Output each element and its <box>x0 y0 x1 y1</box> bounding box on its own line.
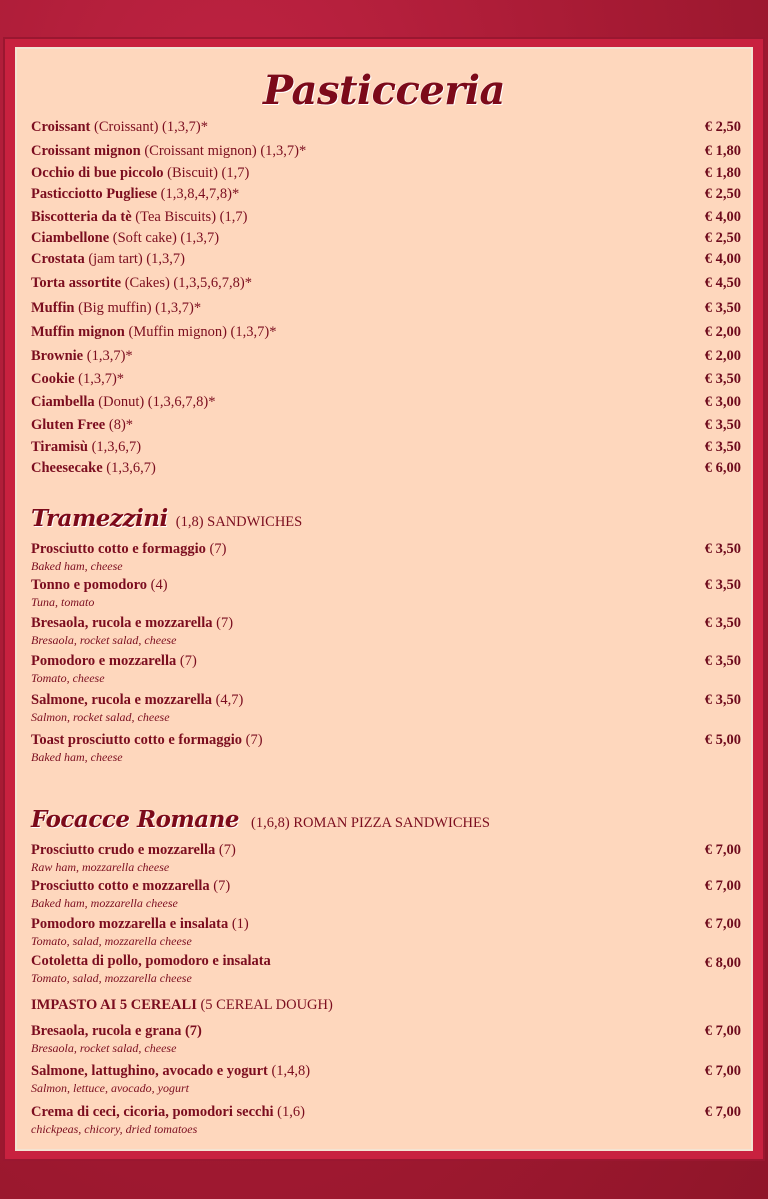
section-title: Focacce Romane <box>31 806 240 833</box>
menu-item <box>31 371 741 388</box>
item-name: Cotoletta di pollo, pomodoro e insalata <box>31 953 271 969</box>
item-description: Tomato, salad, mozzarella cheese <box>31 934 192 948</box>
item-description: Baked ham, cheese <box>31 559 123 573</box>
item-price: € 3,50 <box>704 577 741 593</box>
item-price: € 6,00 <box>704 460 741 476</box>
item-detail: (1,3,6,7) <box>102 460 156 476</box>
item-detail: (Croissant) (1,3,7)* <box>90 119 208 135</box>
item-detail: (7) <box>176 653 197 669</box>
item-name: Bresaola, rucola e mozzarella <box>31 615 213 631</box>
item-price: € 2,00 <box>704 348 741 364</box>
menu-paper <box>15 47 753 1151</box>
item-detail: (1,3,6,7) <box>87 439 142 455</box>
item-name: Crostata <box>31 251 85 267</box>
item-detail: (7) <box>212 615 234 631</box>
item-name: Toast prosciutto cotto e formaggio <box>31 732 243 748</box>
menu-item <box>31 439 741 456</box>
item-detail: (1,4,8) <box>267 1063 311 1079</box>
item-detail: (Muffin mignon) (1,3,7)* <box>124 324 277 340</box>
subheading-bold: IMPASTO AI 5 CEREALI <box>31 997 197 1013</box>
item-price: € 3,50 <box>704 300 741 316</box>
menu-item <box>31 615 741 647</box>
section-subtitle: (1,6,8) ROMAN PIZZA SANDWICHES <box>251 815 490 831</box>
menu-item <box>31 165 741 182</box>
item-price: € 3,50 <box>704 653 741 669</box>
menu-item <box>31 842 741 874</box>
menu-item <box>31 460 741 477</box>
menu-item <box>31 209 741 226</box>
item-name: Gluten Free <box>31 417 106 433</box>
item-name: Crema di ceci, cicoria, pomodori secchi <box>31 1104 274 1120</box>
section-subtitle: (1,8) SANDWICHES <box>175 514 303 530</box>
item-price: € 7,00 <box>704 1023 741 1039</box>
item-description: Baked ham, mozzarella cheese <box>31 896 178 910</box>
item-name: Croissant mignon <box>31 143 141 159</box>
item-name: Prosciutto crudo e mozzarella <box>31 842 216 858</box>
item-detail: (4) <box>147 577 168 593</box>
item-detail: (1) <box>228 916 249 932</box>
item-detail: (Cakes) (1,3,5,6,7,8)* <box>121 275 252 291</box>
item-price: € 3,50 <box>704 439 741 455</box>
item-detail: (Soft cake) (1,3,7) <box>109 230 220 246</box>
item-price: € 4,50 <box>704 275 741 291</box>
menu-item <box>31 1104 741 1136</box>
item-name: Muffin <box>31 300 75 316</box>
item-name: Tiramisù <box>31 439 88 455</box>
item-name: Tonno e pomodoro <box>31 577 148 593</box>
menu-item <box>31 300 741 317</box>
menu-item <box>31 119 741 136</box>
item-price: € 7,00 <box>704 842 741 858</box>
item-price: € 8,00 <box>704 955 741 971</box>
item-detail: (Big muffin) (1,3,7)* <box>74 300 202 316</box>
item-price: € 1,80 <box>704 165 741 181</box>
item-description: Salmon, lettuce, avocado, yogurt <box>31 1081 189 1095</box>
item-description: Raw ham, mozzarella cheese <box>31 860 170 874</box>
menu-item <box>31 417 741 434</box>
item-name: Prosciutto cotto e mozzarella <box>31 878 210 894</box>
item-detail: (7) <box>215 842 236 858</box>
menu-item <box>31 348 741 365</box>
item-description: Tomato, cheese <box>31 671 105 685</box>
item-description: Tomato, salad, mozzarella cheese <box>31 971 192 985</box>
item-detail: (7) <box>242 732 263 748</box>
item-detail: (jam tart) (1,3,7) <box>84 251 185 267</box>
item-name: Pomodoro e mozzarella <box>31 653 177 669</box>
menu-item <box>31 577 741 609</box>
item-detail: (1,3,7)* <box>74 371 125 387</box>
item-price: € 3,00 <box>704 394 741 410</box>
item-detail: (1,6) <box>273 1104 305 1120</box>
item-price: € 3,50 <box>704 615 741 631</box>
item-detail: (1,3,7)* <box>83 348 133 364</box>
item-price: € 7,00 <box>704 1104 741 1120</box>
item-price: € 3,50 <box>704 692 741 708</box>
item-name: Occhio di bue piccolo <box>31 165 164 181</box>
menu-item <box>31 251 741 268</box>
item-detail: (8)* <box>105 417 134 433</box>
section-heading <box>31 806 490 833</box>
menu-item <box>31 953 741 985</box>
item-name: Pomodoro mozzarella e insalata <box>31 916 229 932</box>
item-detail: (Croissant mignon) (1,3,7)* <box>140 143 307 159</box>
menu-item <box>31 394 741 411</box>
item-price: € 2,50 <box>704 186 741 202</box>
menu-item <box>31 653 741 685</box>
menu-item <box>31 541 741 573</box>
item-price: € 2,50 <box>704 119 741 135</box>
item-name: Cheesecake <box>31 460 103 476</box>
item-description: chickpeas, chicory, dried tomatoes <box>31 1122 198 1136</box>
item-name: Salmone, lattughino, avocado e yogurt <box>31 1063 268 1079</box>
item-name: Ciambellone <box>31 230 110 246</box>
item-price: € 4,00 <box>704 251 741 267</box>
item-price: € 4,00 <box>704 209 741 225</box>
item-name: Torta assortite <box>31 275 122 291</box>
item-description: Bresaola, rocket salad, cheese <box>31 1041 177 1055</box>
menu-item <box>31 143 741 160</box>
item-name: Cookie <box>31 371 75 387</box>
item-description: Baked ham, cheese <box>31 750 123 764</box>
section-title: Tramezzini <box>31 505 168 532</box>
item-name: Biscotteria da tè <box>31 209 132 225</box>
item-name: Pasticciotto Pugliese <box>31 186 158 202</box>
item-price: € 2,50 <box>704 230 741 246</box>
item-name: Ciambella <box>31 394 95 410</box>
menu-item <box>31 916 741 948</box>
item-name: Bresaola, rucola e grana (7) <box>31 1023 202 1039</box>
item-price: € 7,00 <box>704 1063 741 1079</box>
menu-item <box>31 878 741 910</box>
item-detail: (Biscuit) (1,7) <box>163 165 250 181</box>
menu-item <box>31 732 741 764</box>
menu-item <box>31 692 741 724</box>
item-price: € 7,00 <box>704 878 741 894</box>
item-name: Brownie <box>31 348 84 364</box>
item-name: Prosciutto cotto e formaggio <box>31 541 206 557</box>
item-name: Croissant <box>31 119 91 135</box>
subheading-normal: (5 CEREAL DOUGH) <box>196 997 333 1013</box>
menu-frame <box>3 37 765 1161</box>
item-description: Tuna, tomato <box>31 595 95 609</box>
item-detail: (1,3,8,4,7,8)* <box>157 186 240 202</box>
dough-subheading <box>31 997 333 1014</box>
menu-item <box>31 324 741 341</box>
page-title: Pasticceria <box>263 67 505 114</box>
menu-item <box>31 1023 741 1055</box>
item-detail: (7) <box>209 878 231 894</box>
item-price: € 5,00 <box>704 732 741 748</box>
item-detail: (Tea Biscuits) (1,7) <box>131 209 248 225</box>
item-price: € 3,50 <box>704 371 741 387</box>
menu-item <box>31 275 741 292</box>
item-detail: (7) <box>205 541 227 557</box>
item-price: € 3,50 <box>704 417 741 433</box>
item-price: € 7,00 <box>704 916 741 932</box>
item-name: Muffin mignon <box>31 324 125 340</box>
item-name: Salmone, rucola e mozzarella <box>31 692 212 708</box>
menu-item <box>31 1063 741 1095</box>
menu-item <box>31 186 741 203</box>
item-description: Bresaola, rocket salad, cheese <box>31 633 177 647</box>
item-price: € 2,00 <box>704 324 741 340</box>
menu-item <box>31 230 741 247</box>
item-detail: (4,7) <box>211 692 244 708</box>
section-heading <box>31 505 302 532</box>
item-price: € 1,80 <box>704 143 741 159</box>
item-price: € 3,50 <box>704 541 741 557</box>
item-detail: (Donut) (1,3,6,7,8)* <box>94 394 216 410</box>
item-description: Salmon, rocket salad, cheese <box>31 710 170 724</box>
